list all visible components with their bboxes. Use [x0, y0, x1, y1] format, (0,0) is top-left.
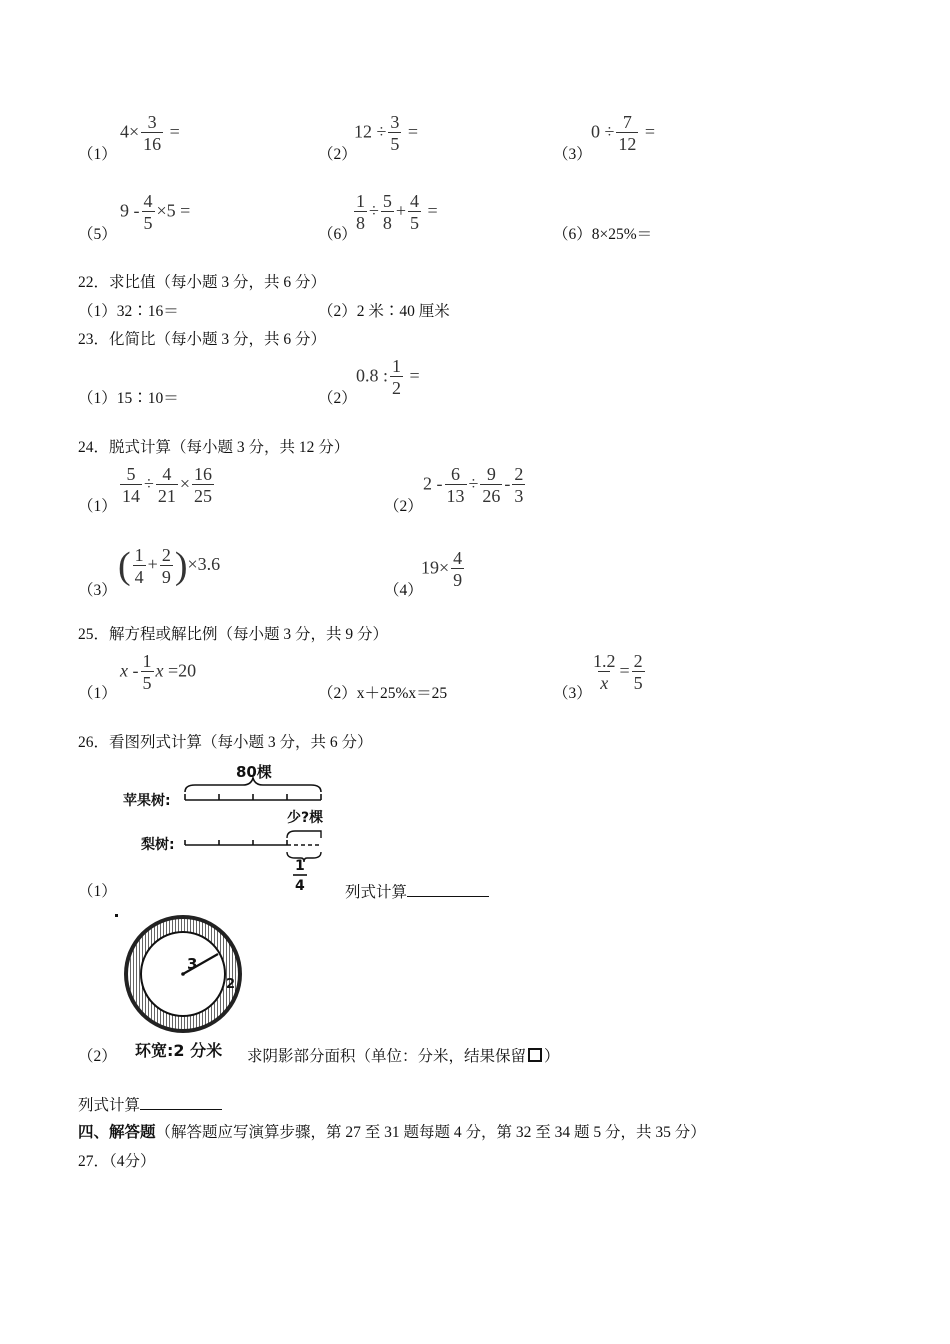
q21-6-post: =	[427, 200, 438, 221]
q25-3-label: （3）	[553, 685, 592, 702]
numerator: 1.2	[593, 651, 616, 671]
denominator: 21	[157, 486, 176, 506]
denominator: 8	[356, 213, 365, 233]
q21-1-expr	[120, 112, 180, 155]
fraction	[616, 112, 638, 155]
q25-1-post: =20	[168, 660, 197, 681]
fraction	[480, 464, 502, 507]
q21-1-pre: 4×	[120, 121, 140, 142]
section4-row	[78, 1123, 706, 1143]
ring-width-caption: 环宽:2 分米	[135, 1041, 223, 1060]
fraction	[390, 356, 403, 399]
q26-2-followup: 列式计算	[78, 1097, 141, 1114]
numerator: 3	[147, 112, 157, 132]
fraction	[156, 464, 178, 507]
q26-1-prompt: 列式计算	[345, 884, 408, 901]
operator: ×	[179, 473, 191, 494]
q21-5-post: ×5 =	[156, 200, 191, 221]
q21-5-label: （5）	[78, 226, 117, 243]
q21-2-post: =	[407, 121, 419, 142]
q25-1-label: （1）	[78, 685, 117, 702]
numerator: 4	[410, 191, 420, 211]
numerator: 1	[356, 191, 365, 211]
denominator: 12	[618, 134, 637, 154]
fraction	[512, 464, 525, 507]
variable-x: x	[120, 660, 128, 681]
q23-title: 23．化简比（每小题 3 分，共 6 分）	[78, 331, 327, 348]
denominator: 5	[142, 673, 152, 693]
corner-mark	[115, 914, 118, 917]
denominator: 2	[392, 378, 402, 398]
fraction	[192, 464, 214, 507]
q27-title: 27．（4分）	[78, 1153, 156, 1170]
q21-6-expr	[352, 191, 438, 234]
q22-2: （2）2 米∶40 厘米	[318, 303, 450, 320]
numerator: 1	[392, 356, 402, 376]
total-brace	[185, 778, 321, 792]
tree-line-diagram	[115, 758, 345, 898]
numerator: 3	[390, 112, 400, 132]
q25-title: 25．解方程或解比例（每小题 3 分，共 9 分）	[78, 626, 389, 643]
q21-3-pre: 0 ÷	[591, 121, 615, 142]
pear-tree-label: 梨树:	[141, 837, 175, 853]
denominator: 25	[194, 486, 213, 506]
q23-2-label: （2）	[318, 390, 357, 407]
denominator: 9	[453, 570, 463, 590]
denominator: 16	[143, 134, 162, 154]
q26-2-prompt-a: 求阴影部分面积（单位：分米，结果保留	[247, 1048, 527, 1065]
q24-4-label: （4）	[384, 582, 423, 599]
operator: -	[132, 660, 139, 681]
q24-1-label: （1）	[78, 498, 117, 515]
q24-4-pre: 19×	[421, 557, 450, 578]
numerator: 2	[633, 651, 643, 671]
q21-3-post: =	[644, 121, 656, 142]
denominator: 5	[633, 673, 643, 693]
q21-3-expr	[591, 112, 655, 155]
q21-5-expr	[120, 191, 190, 234]
operator: -	[504, 473, 511, 494]
fraction	[141, 112, 163, 155]
fraction	[120, 464, 142, 507]
fraction	[160, 545, 173, 588]
fraction	[591, 651, 618, 694]
q26-1-prompt-row	[345, 882, 489, 903]
q21-1-post: =	[169, 121, 180, 142]
numerator: 2	[514, 464, 524, 484]
fraction	[445, 464, 467, 507]
difference-top-brace	[287, 831, 321, 838]
fraction	[451, 548, 464, 591]
q21-2-pre: 12 ÷	[354, 121, 387, 142]
q26-2-followup-row	[78, 1095, 222, 1116]
apple-tree-segment	[185, 794, 321, 800]
section4-heading: 四、解答题	[78, 1124, 156, 1141]
numerator: 6	[451, 464, 460, 484]
denominator: 3	[514, 486, 524, 506]
q21-1-label: （1）	[78, 146, 117, 163]
ring-figure	[115, 914, 250, 1042]
denominator: 5	[390, 134, 400, 154]
q24-3-expr	[118, 544, 220, 588]
q24-2-label: （2）	[384, 498, 423, 515]
numerator: 4	[162, 464, 172, 484]
numerator: 1	[134, 544, 144, 565]
operator: =	[619, 660, 630, 681]
pi-box-icon	[528, 1048, 542, 1062]
quarter-numerator: 1	[295, 858, 305, 874]
numerator: 4	[143, 191, 153, 211]
q24-4-expr	[421, 548, 466, 591]
denominator: 5	[143, 213, 153, 233]
fraction	[381, 191, 394, 234]
q23-2-post: =	[409, 365, 420, 386]
denominator: 26	[482, 486, 501, 506]
denominator: 13	[446, 486, 465, 506]
numerator: 5	[126, 464, 136, 484]
radius-label: 3	[187, 955, 198, 973]
numerator: 1	[142, 651, 152, 671]
q26-2-prompt-b: ）	[544, 1048, 560, 1065]
fewer-trees-label: 少?棵	[287, 810, 324, 826]
q22-title: 22．求比值（每小题 3 分，共 6 分）	[78, 274, 327, 291]
left-paren: (	[118, 545, 131, 587]
numerator: 9	[486, 464, 496, 484]
numerator: 7	[622, 112, 632, 132]
fraction	[141, 651, 154, 694]
denominator: x	[600, 673, 609, 693]
numerator: 2	[161, 544, 171, 565]
q25-1-expr	[120, 651, 196, 694]
pear-tree-segment	[185, 840, 321, 845]
q24-title: 24．脱式计算（每小题 3 分，共 12 分）	[78, 439, 350, 456]
operator: ÷	[144, 473, 154, 494]
denominator: 8	[382, 213, 392, 233]
fraction	[354, 191, 367, 234]
q26-title: 26．看图列式计算（每小题 3 分，共 6 分）	[78, 734, 373, 751]
numerator: 4	[453, 548, 463, 568]
q21-6b-text: （6）8×25%＝	[553, 226, 653, 243]
operator: ÷	[468, 473, 479, 494]
total-trees-label: 80棵	[236, 763, 272, 781]
q25-3-expr	[589, 651, 647, 694]
q26-2-prompt-row	[247, 1047, 560, 1067]
q26-2-label: （2）	[78, 1048, 117, 1065]
q23-2-expr	[356, 356, 420, 399]
difference-bottom-brace	[287, 852, 321, 862]
operator: +	[147, 554, 158, 575]
section4-desc: （解答题应写演算步骤，第 27 至 31 题每题 4 分，第 32 至 34 题 5 分，共 35 分）	[155, 1124, 706, 1141]
q25-2: （2）x＋25%x＝25	[318, 685, 448, 702]
variable-x: x	[155, 660, 164, 681]
operator: ÷	[369, 200, 379, 221]
q22-1: （1）32∶16＝	[78, 303, 179, 320]
q24-1-expr	[118, 464, 216, 507]
ring-width-label: 2	[226, 977, 236, 992]
denominator: 14	[122, 486, 140, 506]
denominator: 9	[161, 566, 171, 587]
q21-2-label: （2）	[318, 146, 357, 163]
q24-2-expr	[423, 464, 527, 507]
q23-2-pre: 0.8 :	[356, 365, 389, 386]
operator: +	[395, 200, 407, 221]
q24-3-label: （3）	[78, 582, 117, 599]
apple-tree-label: 苹果树:	[123, 793, 171, 809]
answer-blank[interactable]	[407, 882, 489, 897]
fraction	[632, 651, 645, 694]
answer-blank[interactable]	[140, 1095, 222, 1110]
q21-3-label: （3）	[553, 146, 592, 163]
q24-2-pre: 2 -	[423, 473, 443, 494]
denominator: 4	[134, 566, 144, 587]
numerator: 16	[194, 464, 213, 484]
fraction	[142, 191, 155, 234]
numerator: 5	[382, 191, 392, 211]
q21-6-label: （6）	[318, 226, 357, 243]
denominator: 5	[410, 213, 420, 233]
fraction	[388, 112, 401, 155]
fraction	[133, 545, 146, 588]
fraction	[408, 191, 421, 234]
q26-1-label: （1）	[78, 883, 117, 900]
q21-5-pre: 9 -	[120, 200, 140, 221]
right-paren: )	[174, 545, 188, 587]
q23-1: （1）15∶10＝	[78, 390, 179, 407]
quarter-denominator: 4	[295, 878, 305, 894]
q24-3-post: ×3.6	[187, 554, 221, 575]
q21-2-expr	[354, 112, 418, 155]
